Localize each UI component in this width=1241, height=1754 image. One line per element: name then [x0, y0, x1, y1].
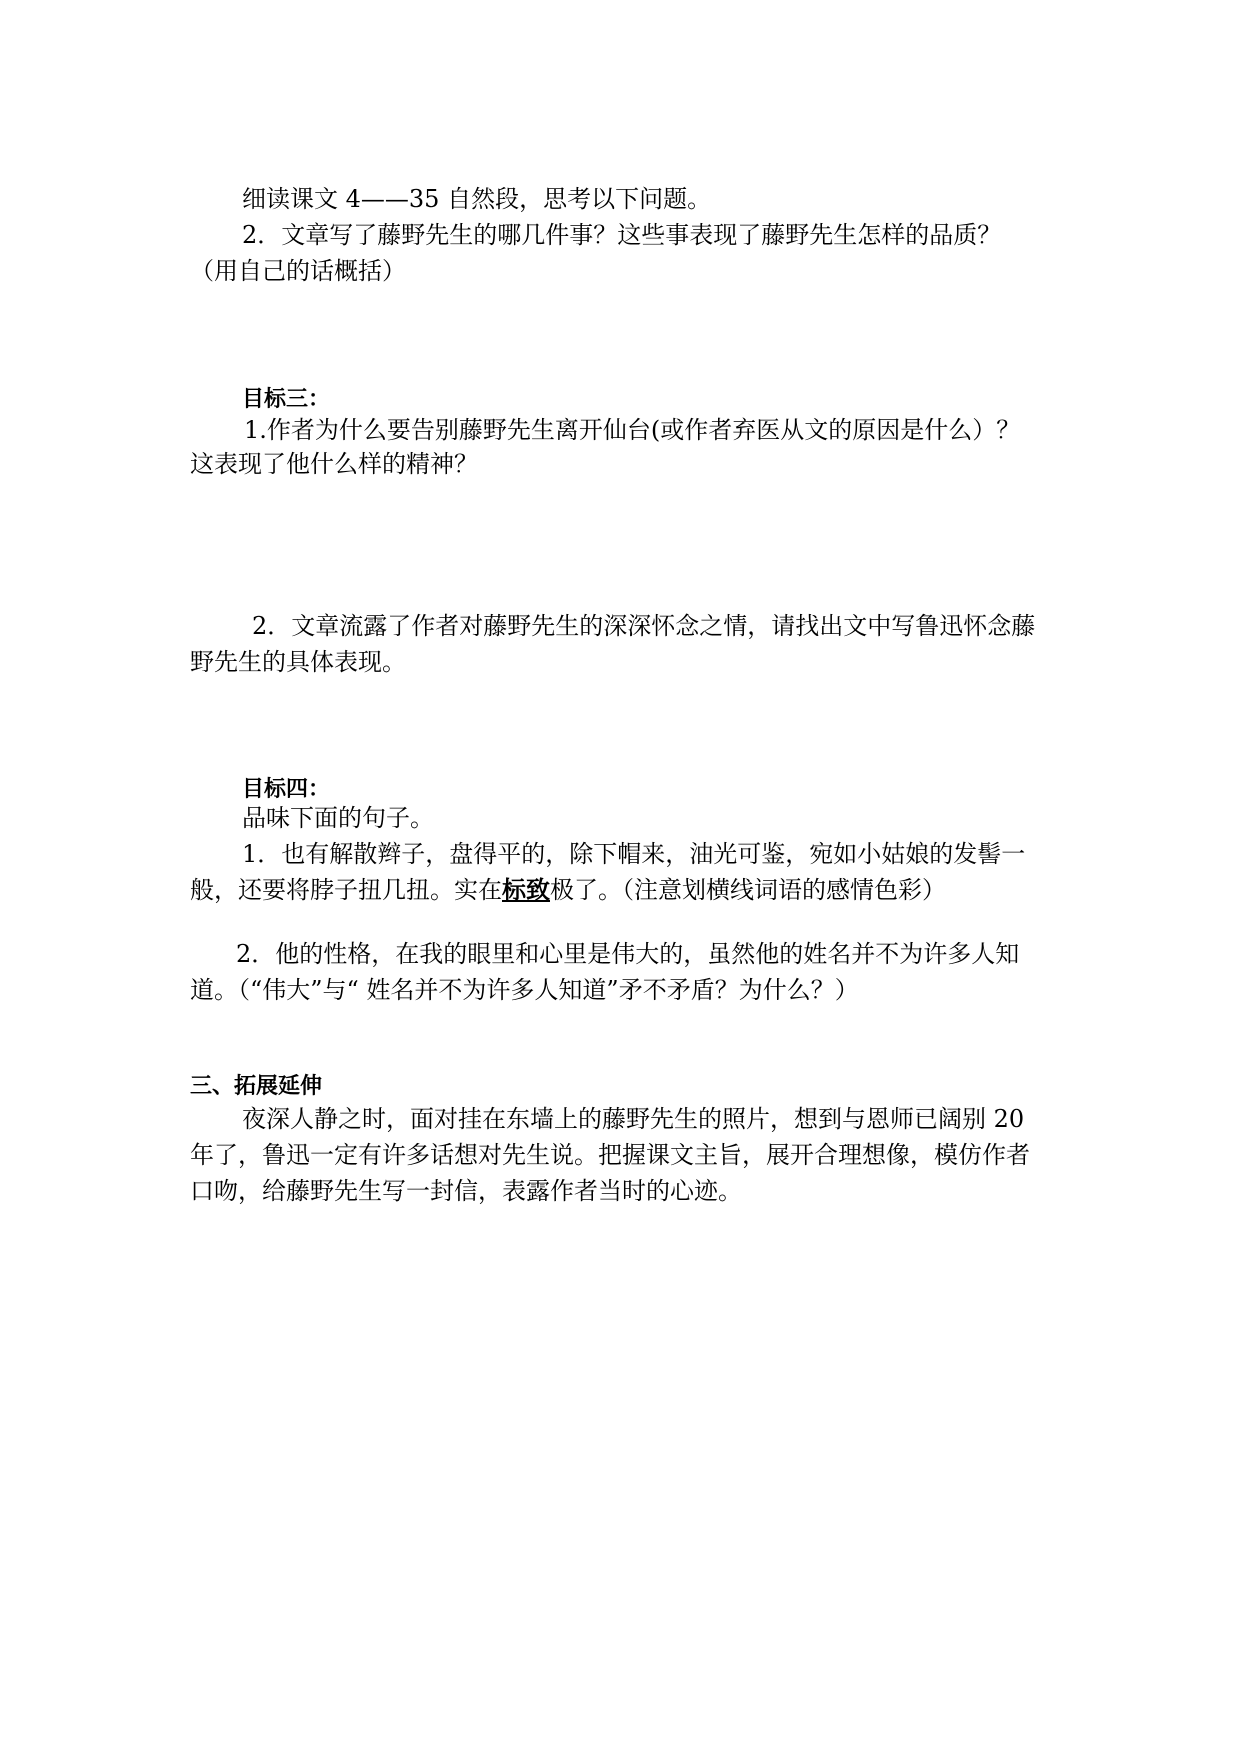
goal-three-question-1-line2: 这表现了他什么样的精神？ [190, 450, 478, 478]
sentence-text-after: 极了。（注意划横线词语的感情色彩） [550, 876, 946, 904]
reading-instruction: 细读课文 4——35 自然段，思考以下问题。 [242, 185, 712, 213]
emphasized-word: 标致 [502, 876, 550, 904]
question-2-line2: （用自己的话概括） [190, 257, 406, 285]
section-three-heading: 三、拓展延伸 [190, 1074, 323, 1099]
goal-three-question-1-line1: 1.作者为什么要告别藤野先生离开仙台(或作者弃医从文的原因是什么）？ [244, 416, 1021, 444]
goal-three-question-2-line1: 2．文章流露了作者对藤野先生的深深怀念之情，请找出文中写鲁迅怀念藤 [252, 612, 1036, 640]
section-three-paragraph-line2: 年了，鲁迅一定有许多话想对先生说。把握课文主旨，展开合理想像，模仿作者 [190, 1141, 1030, 1169]
goal-four-question-1-line1: 1．也有解散辫子，盘得平的，除下帽来，油光可鉴，宛如小姑娘的发髻一 [242, 840, 1026, 868]
goal-three-heading: 目标三： [242, 387, 331, 412]
goal-three-question-2-line2: 野先生的具体表现。 [190, 648, 406, 676]
goal-four-heading: 目标四： [242, 777, 331, 802]
sentence-text-before: 般，还要将脖子扭几扭。实在 [190, 876, 502, 904]
question-2-line1: 2．文章写了藤野先生的哪几件事？这些事表现了藤野先生怎样的品质？ [242, 221, 1002, 249]
section-three-paragraph-line3: 口吻，给藤野先生写一封信，表露作者当时的心迹。 [190, 1177, 742, 1205]
goal-four-question-2-line2: 道。（“伟大”与“ 姓名并不为许多人知道”矛不矛盾？为什么？） [190, 976, 859, 1004]
goal-four-question-2-line1: 2．他的性格，在我的眼里和心里是伟大的，虽然他的姓名并不为许多人知 [236, 940, 1020, 968]
section-three-paragraph-line1: 夜深人静之时，面对挂在东墙上的藤野先生的照片，想到与恩师已阔别 20 [242, 1105, 1025, 1133]
goal-four-question-1-line2 [190, 875, 946, 905]
goal-four-intro: 品味下面的句子。 [242, 804, 434, 832]
